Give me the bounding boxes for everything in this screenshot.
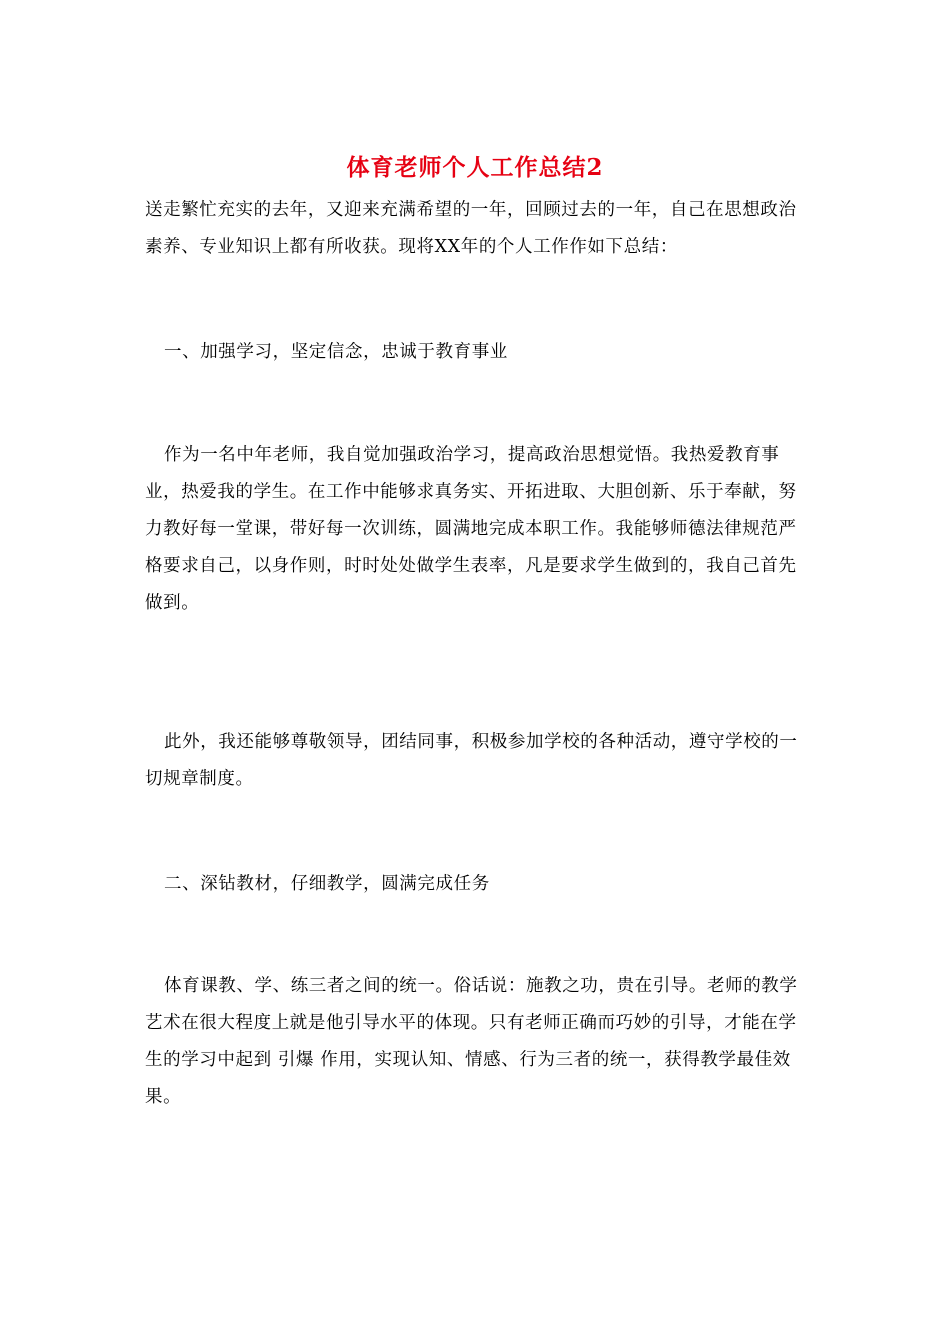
section-2-heading: 二、深钻教材，仔细教学，圆满完成任务	[164, 874, 490, 894]
document-title: 体育老师个人工作总结2	[346, 154, 604, 181]
intro-paragraph: 送走繁忙充实的去年，又迎来充满希望的一年，回顾过去的一年，自己在思想政治素养、专业知识上都有所收获。现将XX年的个人工作作如下总结：	[145, 200, 797, 257]
section-1-paragraph-2: 此外，我还能够尊敬领导，团结同事，积极参加学校的各种活动，遵守学校的一切规章制度。	[145, 732, 798, 789]
section-2-paragraph-1: 体育课教、学、练三者之间的统一。俗话说：施教之功，贵在引导。老师的教学艺术在很大程度上就是他引导水平的体现。只有老师正确而巧妙的引导，才能在学生的学习中起到 引爆 作用，实现认知、情感、行为三者的统一，获得教学最佳效果。	[145, 976, 798, 1107]
section-1-paragraph-1: 作为一名中年老师，我自觉加强政治学习，提高政治思想觉悟。我热爱教育事业，热爱我的学生。在工作中能够求真务实、开拓进取、大胆创新、乐于奉献，努力教好每一堂课，带好每一次训练，圆满地完成本职工作。我能够师德法律规范严格要求自己，以身作则，时时处处做学生表率，凡是要求学生做到的，我自己首先做到。	[145, 445, 797, 613]
section-1-heading: 一、加强学习，坚定信念，忠诚于教育事业	[164, 342, 508, 362]
